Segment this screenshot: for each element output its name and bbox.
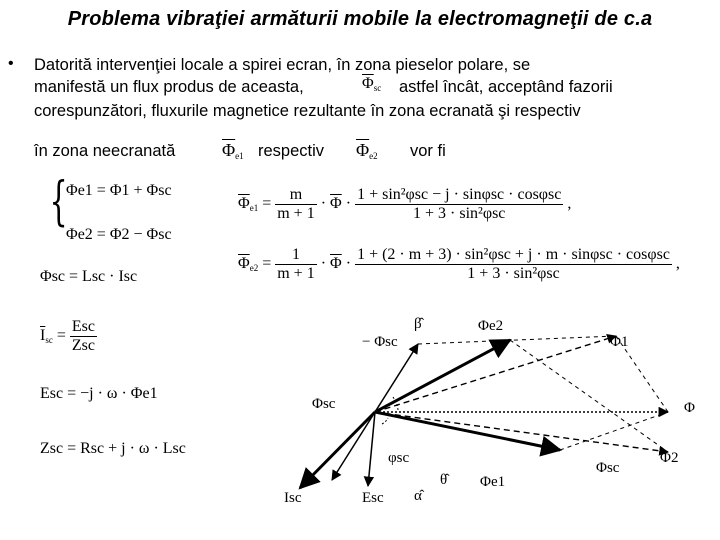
equation-esc: Esc = −j · ω · Φe1 [40, 385, 158, 402]
phasor-phisc [332, 412, 375, 480]
phi-e1-inline: $\overline{\Phi}_{e1}$ [222, 140, 244, 161]
label-phisc-angle: φsc [388, 450, 410, 466]
equation-isc: $\overline{I}_{sc}$ = $\frac{\text{Esc}}{\text{Zsc}}$ [40, 318, 95, 354]
paragraph-line-2a: manifestă un flux produs de aceasta, [34, 78, 304, 96]
phi-e2-inline: $\overline{\Phi}_{e2}$ [356, 140, 378, 161]
label-alpha: α̂ [414, 488, 422, 504]
equation-system-2: Φe2 = Φ2 − Φsc [66, 226, 172, 243]
phi-sc-inline: $\overline{\Phi}_{sc}$ [362, 75, 382, 93]
label-phi1: Φ1 [610, 334, 629, 350]
bullet-dot: • [8, 55, 14, 72]
f2-frac-num: 1 [275, 246, 316, 265]
paragraph-line-1: Datorită intervenţiei locale a spirei ecran, în zona pieselor polare, se [34, 56, 531, 74]
system-brace: { [49, 172, 68, 232]
construction-line-1 [418, 336, 616, 344]
equation-system-1: Φe1 = Φ1 + Φsc [66, 182, 172, 199]
phasor-phi-e1 [375, 412, 560, 450]
phasor-phi2 [375, 412, 668, 452]
label-phi-e2: Φe2 [478, 318, 504, 334]
f1-frac-num: m [275, 186, 316, 205]
label-phisc-2: Φsc [596, 460, 620, 476]
label-phi2: Φ2 [660, 450, 679, 466]
f1-frac-den: m + 1 [277, 205, 315, 222]
f1-ratio-den: 1 + 3 · sin²φsc [413, 205, 506, 222]
label-phi: Φ [684, 400, 695, 416]
f1-ratio-num: 1 + sin²φsc − j · sinφsc · cosφsc [357, 186, 562, 203]
angle-arc-phisc [382, 418, 388, 424]
label-phi-e1: Φe1 [480, 474, 506, 490]
formula-phi-e1: $\overline{\Phi}_{e1}$ = $\frac{m}{m + 1}$ · $\overline{\Phi}$ · $\frac{\text{1 + sin²φsc − j · sinφsc · cosφsc}}{\text{1 + 3 · sin²φsc}}$ , [238, 186, 572, 222]
label-minus-phisc: − Φsc [362, 334, 398, 350]
phasor-esc [368, 412, 375, 486]
isc-denominator: Zsc [71, 337, 95, 354]
paragraph-line-2b: astfel încât, acceptând fazorii [399, 78, 613, 96]
paragraph-line-4a: în zona neecranată [34, 142, 176, 160]
label-esc: Esc [362, 490, 384, 506]
paragraph-line-4c: vor fi [410, 142, 446, 160]
slide-title: Problema vibraţiei armăturii mobile la electromagneţii de c.a [67, 8, 653, 30]
f2-frac-den: m + 1 [277, 265, 315, 282]
isc-numerator: Esc [71, 318, 95, 335]
equation-zsc: Zsc = Rsc + j · ω · Lsc [40, 440, 186, 457]
phasor-isc [300, 412, 375, 488]
label-isc: Isc [284, 490, 302, 506]
construction-line-2 [510, 340, 668, 452]
f2-ratio-num: 1 + (2 · m + 3) · sin²φsc + j · m · sinφsc · cosφsc [357, 246, 670, 263]
label-beta: β̂ [414, 316, 422, 332]
f2-ratio-den: 1 + 3 · sin²φsc [467, 265, 560, 282]
paragraph-line-3: corespunzători, fluxurile magnetice rezultante în zona ecranată şi respectiv [34, 102, 581, 120]
equation-phisc: Φsc = Lsc · Isc [40, 268, 138, 285]
label-phisc: Φsc [312, 396, 336, 412]
label-theta: θ̂ [440, 472, 448, 488]
paragraph-line-4b: respectiv [258, 142, 325, 160]
formula-phi-e2: $\overline{\Phi}_{e2}$ = $\frac{1}{m + 1}$ · $\overline{\Phi}$ · $\frac{\text{1 + (2 · m + 3) · sin²φsc + j · m · sinφsc · cosφsc}}{\text{1 + 3 · sin²φsc}}$ , [238, 246, 680, 282]
